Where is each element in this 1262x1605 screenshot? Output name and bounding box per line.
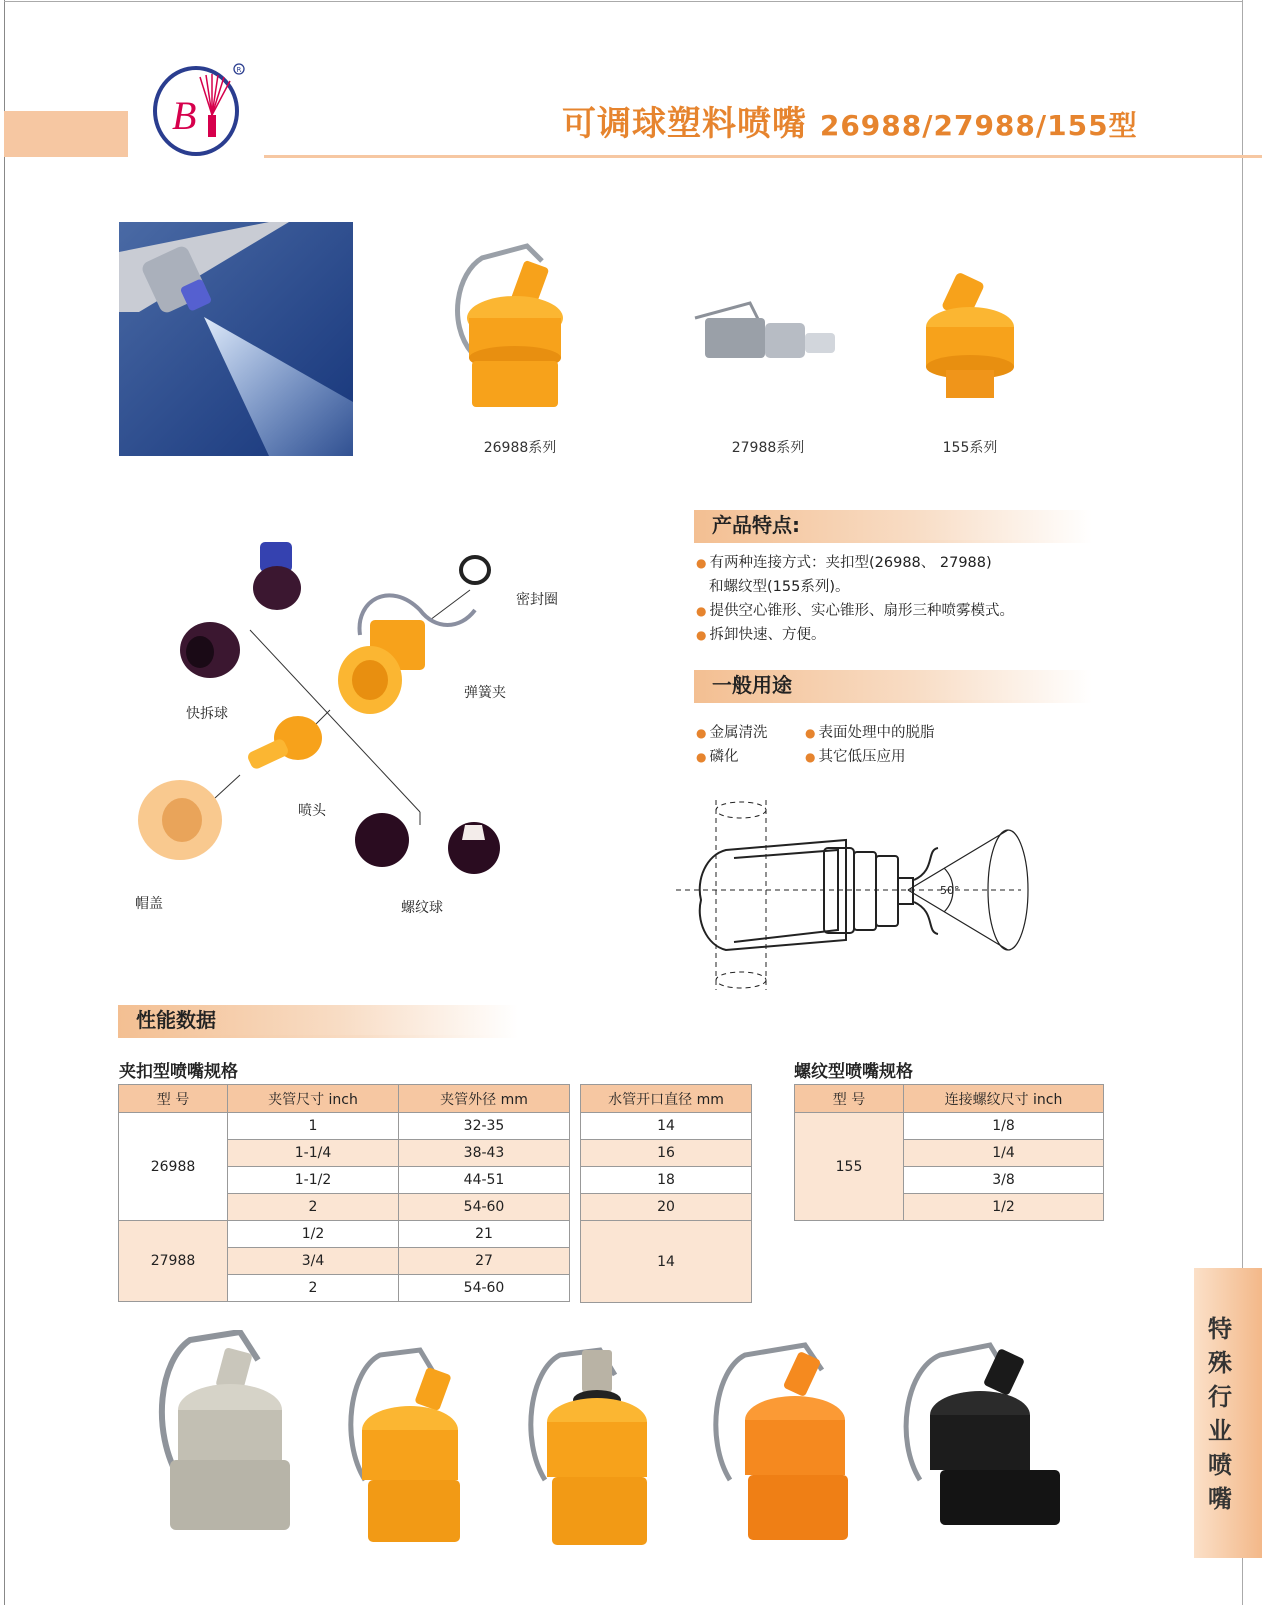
label-thread-ball: 螺纹球	[401, 900, 443, 916]
product-26988-image	[452, 243, 582, 415]
usage-heading: 一般用途	[694, 670, 1092, 700]
cell-size: 1/2	[228, 1221, 399, 1248]
header-model: 型 号	[119, 1085, 228, 1113]
clamp-spec-table	[118, 1084, 570, 1302]
variant-grey	[162, 1332, 290, 1530]
cell-hole: 14	[581, 1113, 752, 1140]
header-clamp-size: 夹管尺寸 inch	[228, 1085, 399, 1113]
title-model: 26988/27988/155型	[819, 109, 1138, 142]
cell-hole: 20	[581, 1194, 752, 1221]
cell-od: 54-60	[399, 1275, 570, 1302]
clamp-spec-title: 夹扣型喷嘴规格	[119, 1062, 238, 1082]
cell-hole: 16	[581, 1140, 752, 1167]
header-hole-diameter: 水管开口直径 mm	[581, 1085, 752, 1113]
cell-od: 54-60	[399, 1194, 570, 1221]
usage-text: 金属清洗	[709, 725, 768, 741]
feature-text: 有两种连接方式：夹扣型(26988、 27988)	[709, 555, 992, 571]
header-thread-size: 连接螺纹尺寸 inch	[904, 1085, 1104, 1113]
label-cap: 帽盖	[135, 896, 163, 912]
side-char: 行	[1208, 1383, 1232, 1411]
cell-od: 27	[399, 1248, 570, 1275]
table-row	[795, 1113, 1104, 1140]
bullet-icon: ●	[805, 750, 816, 764]
side-char: 嘴	[1208, 1485, 1232, 1513]
parts-exploded-diagram	[130, 540, 530, 920]
side-category-text	[1206, 1312, 1234, 1516]
thread-spec-title: 螺纹型喷嘴规格	[794, 1062, 913, 1082]
table-header-row	[119, 1085, 570, 1113]
usage-heading-rule	[694, 700, 1092, 703]
bullet-icon: ●	[696, 556, 707, 570]
header-model: 型 号	[795, 1085, 904, 1113]
caption-27988: 27988系列	[731, 440, 805, 456]
table-row	[581, 1221, 752, 1303]
title-text: 可调球塑料喷嘴	[562, 104, 807, 144]
product-27988-image	[690, 298, 840, 373]
bullet-icon: ●	[696, 604, 707, 618]
side-char: 喷	[1208, 1451, 1232, 1479]
spray-photo	[119, 222, 353, 456]
table-row	[581, 1140, 752, 1167]
page-border-left	[4, 0, 5, 1605]
label-quick-ball: 快拆球	[186, 706, 228, 722]
feature-item	[696, 599, 1014, 623]
caption-26988: 26988系列	[483, 440, 557, 456]
table-header-row	[581, 1085, 752, 1113]
side-char: 业	[1208, 1417, 1232, 1445]
bullet-icon: ●	[696, 750, 707, 764]
usage-text: 其它低压应用	[818, 749, 906, 765]
cell-size: 1	[228, 1113, 399, 1140]
cell-od: 32-35	[399, 1113, 570, 1140]
feature-text: 提供空心锥形、实心锥形、扇形三种喷雾模式。	[709, 603, 1014, 619]
variant-orange-1	[351, 1350, 460, 1542]
usage-item	[805, 721, 934, 745]
cell-hole: 14	[581, 1221, 752, 1303]
page-border-top	[4, 1, 1243, 2]
bullet-icon: ●	[805, 726, 816, 740]
page-title	[562, 96, 1138, 145]
table-row	[581, 1167, 752, 1194]
label-spring-clip: 弹簧夹	[464, 685, 506, 701]
svg-text:B: B	[172, 93, 197, 138]
side-char: 殊	[1208, 1349, 1232, 1377]
variant-orange-2	[531, 1350, 647, 1545]
table-header-row	[795, 1085, 1104, 1113]
brand-logo	[150, 63, 246, 159]
spray-angle-label: 50°	[940, 884, 960, 897]
features-list	[696, 551, 1014, 647]
cell-size: 2	[228, 1275, 399, 1302]
table-row	[581, 1113, 752, 1140]
cell-size: 2	[228, 1194, 399, 1221]
thread-spec-table	[794, 1084, 1104, 1221]
header-clamp-od: 夹管外径 mm	[399, 1085, 570, 1113]
caption-155: 155系列	[942, 440, 998, 456]
hole-diameter-table	[580, 1084, 752, 1303]
cell-size: 3/4	[228, 1248, 399, 1275]
svg-text:R: R	[236, 66, 242, 74]
header-rule	[264, 155, 1262, 158]
product-155-image	[920, 272, 1020, 402]
bullet-icon: ●	[696, 628, 707, 642]
cell-hole: 18	[581, 1167, 752, 1194]
cell-thread-size: 1/2	[904, 1194, 1104, 1221]
cell-thread-size: 1/4	[904, 1140, 1104, 1167]
bullet-icon: ●	[696, 726, 707, 740]
table-row	[581, 1194, 752, 1221]
cell-size: 1-1/2	[228, 1167, 399, 1194]
performance-heading-rule	[118, 1035, 518, 1038]
product-variants-row	[150, 1330, 1100, 1570]
usage-text: 表面处理中的脱脂	[818, 725, 935, 741]
variant-black	[906, 1345, 1060, 1525]
feature-text: 和螺纹型(155系列)。	[709, 579, 850, 595]
header-band	[4, 111, 128, 157]
technical-drawing	[676, 800, 1036, 1000]
cell-model: 26988	[119, 1113, 228, 1221]
cell-od: 21	[399, 1221, 570, 1248]
variant-orange-3	[716, 1345, 848, 1540]
feature-item	[696, 623, 1014, 647]
usage-item	[696, 721, 767, 745]
table-row	[119, 1221, 570, 1248]
features-heading: 产品特点:	[694, 510, 1092, 540]
side-char: 特	[1208, 1315, 1232, 1343]
cell-thread-size: 1/8	[904, 1113, 1104, 1140]
cell-od: 38-43	[399, 1140, 570, 1167]
label-nozzle-head: 喷头	[298, 803, 326, 819]
cell-size: 1-1/4	[228, 1140, 399, 1167]
table-row	[119, 1113, 570, 1140]
feature-item	[696, 551, 1014, 575]
usage-item	[696, 745, 738, 769]
usage-text: 磷化	[709, 749, 739, 765]
label-seal: 密封圈	[516, 592, 558, 608]
usage-item	[805, 745, 905, 769]
cell-model: 155	[795, 1113, 904, 1221]
cell-od: 44-51	[399, 1167, 570, 1194]
cell-model: 27988	[119, 1221, 228, 1302]
cell-thread-size: 3/8	[904, 1167, 1104, 1194]
performance-heading: 性能数据	[118, 1005, 518, 1035]
feature-item	[696, 575, 1014, 599]
feature-text: 拆卸快速、方便。	[709, 627, 826, 643]
features-heading-rule	[694, 540, 1092, 543]
